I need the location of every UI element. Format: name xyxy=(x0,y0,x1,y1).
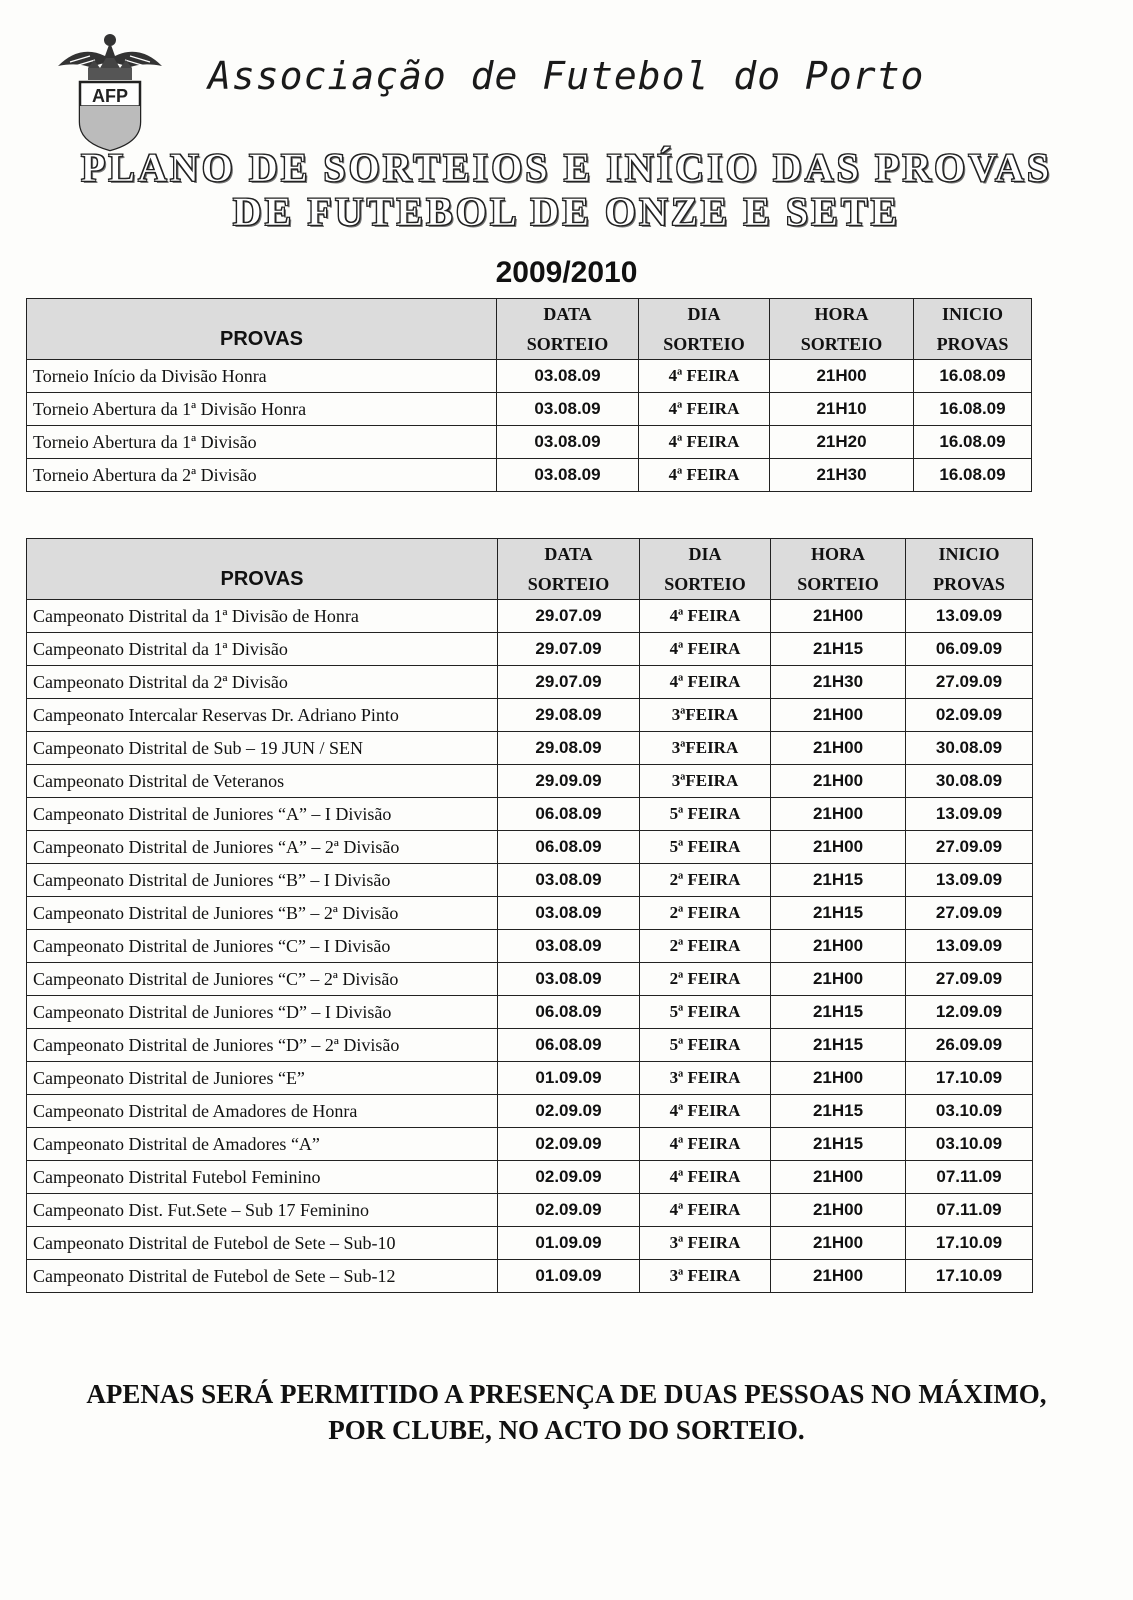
column-header-provas: PROVAS xyxy=(27,299,497,360)
inicio-provas: 13.09.09 xyxy=(906,864,1033,897)
header-row xyxy=(27,299,1032,330)
table-row xyxy=(27,963,1033,996)
table-row xyxy=(27,897,1033,930)
hora-sorteio: 21H15 xyxy=(771,633,906,666)
inicio-provas: 16.08.09 xyxy=(914,426,1032,459)
dia-sorteio: 4ª FEIRA xyxy=(639,393,770,426)
column-header-dia-sub: SORTEIO xyxy=(640,569,771,600)
hora-sorteio: 21H15 xyxy=(771,996,906,1029)
hora-sorteio: 21H15 xyxy=(771,864,906,897)
data-sorteio: 01.09.09 xyxy=(498,1227,640,1260)
prova-name: Campeonato Distrital de Futebol de Sete – Sub-10 xyxy=(27,1227,498,1260)
hora-sorteio: 21H00 xyxy=(771,1227,906,1260)
prova-name: Campeonato Intercalar Reservas Dr. Adriano Pinto xyxy=(27,699,498,732)
table-row xyxy=(27,459,1032,492)
inicio-provas: 03.10.09 xyxy=(906,1095,1033,1128)
data-sorteio: 03.08.09 xyxy=(497,459,639,492)
notice-text xyxy=(0,1376,1133,1448)
data-sorteio: 29.09.09 xyxy=(498,765,640,798)
dia-sorteio: 3ªFEIRA xyxy=(640,699,771,732)
column-header-provas: PROVAS xyxy=(27,539,498,600)
inicio-provas: 27.09.09 xyxy=(906,897,1033,930)
prova-name: Campeonato Distrital de Amadores “A” xyxy=(27,1128,498,1161)
table-row xyxy=(27,600,1033,633)
dia-sorteio: 3ªFEIRA xyxy=(640,732,771,765)
data-sorteio: 01.09.09 xyxy=(498,1260,640,1293)
hora-sorteio: 21H10 xyxy=(770,393,914,426)
data-sorteio: 29.08.09 xyxy=(498,699,640,732)
organization-name: Associação de Futebol do Porto xyxy=(208,54,925,98)
data-sorteio: 02.09.09 xyxy=(498,1194,640,1227)
column-header-data-sub: SORTEIO xyxy=(497,329,639,360)
data-sorteio: 03.08.09 xyxy=(498,930,640,963)
column-header-hora: HORA xyxy=(771,539,906,570)
hora-sorteio: 21H00 xyxy=(771,1161,906,1194)
prova-name: Campeonato Distrital de Juniores “C” – 2ª Divisão xyxy=(27,963,498,996)
prova-name: Campeonato Distrital da 2ª Divisão xyxy=(27,666,498,699)
inicio-provas: 27.09.09 xyxy=(906,831,1033,864)
title-line-2: DE FUTEBOL DE ONZE E SETE xyxy=(232,189,901,234)
table-row xyxy=(27,1227,1033,1260)
inicio-provas: 17.10.09 xyxy=(906,1062,1033,1095)
dia-sorteio: 2ª FEIRA xyxy=(640,963,771,996)
dia-sorteio: 5ª FEIRA xyxy=(640,1029,771,1062)
inicio-provas: 30.08.09 xyxy=(906,765,1033,798)
data-sorteio: 29.07.09 xyxy=(498,666,640,699)
hora-sorteio: 21H30 xyxy=(770,459,914,492)
logo-text: AFP xyxy=(92,86,128,106)
table-row xyxy=(27,699,1033,732)
hora-sorteio: 21H15 xyxy=(771,897,906,930)
column-header-inicio-sub: PROVAS xyxy=(914,329,1032,360)
prova-name: Campeonato Distrital de Veteranos xyxy=(27,765,498,798)
column-header-inicio-sub: PROVAS xyxy=(906,569,1033,600)
table-row xyxy=(27,1128,1033,1161)
data-sorteio: 29.07.09 xyxy=(498,633,640,666)
table-row xyxy=(27,798,1033,831)
document-title xyxy=(0,146,1133,234)
dia-sorteio: 4ª FEIRA xyxy=(640,600,771,633)
data-sorteio: 06.08.09 xyxy=(498,831,640,864)
inicio-provas: 13.09.09 xyxy=(906,930,1033,963)
hora-sorteio: 21H00 xyxy=(770,360,914,393)
prova-name: Campeonato Distrital da 1ª Divisão de Honra xyxy=(27,600,498,633)
column-header-hora-sub: SORTEIO xyxy=(770,329,914,360)
table-row xyxy=(27,1062,1033,1095)
header-row xyxy=(27,539,1033,570)
prova-name: Torneio Início da Divisão Honra xyxy=(27,360,497,393)
hora-sorteio: 21H15 xyxy=(771,1128,906,1161)
column-header-data: DATA xyxy=(498,539,640,570)
notice-line-1: APENAS SERÁ PERMITIDO A PRESENÇA DE DUAS PESSOAS NO MÁXIMO, xyxy=(86,1379,1047,1409)
data-sorteio: 02.09.09 xyxy=(498,1095,640,1128)
data-sorteio: 29.07.09 xyxy=(498,600,640,633)
table-row xyxy=(27,864,1033,897)
table-row xyxy=(27,426,1032,459)
data-sorteio: 02.09.09 xyxy=(498,1161,640,1194)
prova-name: Campeonato Distrital de Juniores “A” – I Divisão xyxy=(27,798,498,831)
hora-sorteio: 21H00 xyxy=(771,765,906,798)
hora-sorteio: 21H00 xyxy=(771,699,906,732)
inicio-provas: 26.09.09 xyxy=(906,1029,1033,1062)
column-header-hora: HORA xyxy=(770,299,914,330)
dia-sorteio: 4ª FEIRA xyxy=(639,426,770,459)
dia-sorteio: 4ª FEIRA xyxy=(640,1095,771,1128)
inicio-provas: 17.10.09 xyxy=(906,1227,1033,1260)
hora-sorteio: 21H15 xyxy=(771,1095,906,1128)
inicio-provas: 07.11.09 xyxy=(906,1194,1033,1227)
column-header-inicio: INICIO xyxy=(906,539,1033,570)
column-header-data: DATA xyxy=(497,299,639,330)
data-sorteio: 03.08.09 xyxy=(498,897,640,930)
hora-sorteio: 21H15 xyxy=(771,1029,906,1062)
prova-name: Campeonato Dist. Fut.Sete – Sub 17 Feminino xyxy=(27,1194,498,1227)
column-header-inicio: INICIO xyxy=(914,299,1032,330)
dia-sorteio: 4ª FEIRA xyxy=(640,633,771,666)
table-row xyxy=(27,393,1032,426)
hora-sorteio: 21H00 xyxy=(771,600,906,633)
data-sorteio: 06.08.09 xyxy=(498,1029,640,1062)
table-row xyxy=(27,666,1033,699)
inicio-provas: 27.09.09 xyxy=(906,963,1033,996)
prova-name: Campeonato Distrital de Juniores “A” – 2ª Divisão xyxy=(27,831,498,864)
inicio-provas: 13.09.09 xyxy=(906,798,1033,831)
table-row xyxy=(27,633,1033,666)
dia-sorteio: 3ªFEIRA xyxy=(640,765,771,798)
hora-sorteio: 21H00 xyxy=(771,930,906,963)
table-row xyxy=(27,1029,1033,1062)
hora-sorteio: 21H00 xyxy=(771,963,906,996)
championship-schedule-table xyxy=(26,538,1033,1293)
dia-sorteio: 5ª FEIRA xyxy=(640,831,771,864)
hora-sorteio: 21H00 xyxy=(771,732,906,765)
inicio-provas: 13.09.09 xyxy=(906,600,1033,633)
prova-name: Campeonato Distrital de Juniores “B” – 2ª Divisão xyxy=(27,897,498,930)
column-header-dia: DIA xyxy=(639,299,770,330)
dia-sorteio: 5ª FEIRA xyxy=(640,996,771,1029)
prova-name: Campeonato Distrital de Juniores “C” – I Divisão xyxy=(27,930,498,963)
dia-sorteio: 4ª FEIRA xyxy=(640,1161,771,1194)
data-sorteio: 03.08.09 xyxy=(497,393,639,426)
tournament-schedule-table xyxy=(26,298,1032,492)
afp-crest-logo xyxy=(50,22,170,152)
data-sorteio: 03.08.09 xyxy=(497,426,639,459)
prova-name: Campeonato Distrital de Juniores “D” – I Divisão xyxy=(27,996,498,1029)
inicio-provas: 07.11.09 xyxy=(906,1161,1033,1194)
table-row xyxy=(27,831,1033,864)
table-row xyxy=(27,1260,1033,1293)
hora-sorteio: 21H00 xyxy=(771,798,906,831)
hora-sorteio: 21H00 xyxy=(771,831,906,864)
data-sorteio: 06.08.09 xyxy=(498,798,640,831)
title-line-1: PLANO DE SORTEIOS E INÍCIO DAS PROVAS xyxy=(80,145,1053,190)
prova-name: Campeonato Distrital de Juniores “E” xyxy=(27,1062,498,1095)
data-sorteio: 03.08.09 xyxy=(498,963,640,996)
column-header-dia: DIA xyxy=(640,539,771,570)
inicio-provas: 03.10.09 xyxy=(906,1128,1033,1161)
table-row xyxy=(27,1161,1033,1194)
dia-sorteio: 5ª FEIRA xyxy=(640,798,771,831)
column-header-dia-sub: SORTEIO xyxy=(639,329,770,360)
data-sorteio: 01.09.09 xyxy=(498,1062,640,1095)
data-sorteio: 06.08.09 xyxy=(498,996,640,1029)
dia-sorteio: 3ª FEIRA xyxy=(640,1227,771,1260)
prova-name: Campeonato Distrital de Juniores “B” – I Divisão xyxy=(27,864,498,897)
prova-name: Campeonato Distrital de Juniores “D” – 2ª Divisão xyxy=(27,1029,498,1062)
dia-sorteio: 2ª FEIRA xyxy=(640,864,771,897)
table-row xyxy=(27,765,1033,798)
inicio-provas: 27.09.09 xyxy=(906,666,1033,699)
data-sorteio: 03.08.09 xyxy=(497,360,639,393)
table-row xyxy=(27,732,1033,765)
column-header-data-sub: SORTEIO xyxy=(498,569,640,600)
hora-sorteio: 21H20 xyxy=(770,426,914,459)
dia-sorteio: 4ª FEIRA xyxy=(640,666,771,699)
table-row xyxy=(27,1095,1033,1128)
inicio-provas: 12.09.09 xyxy=(906,996,1033,1029)
inicio-provas: 30.08.09 xyxy=(906,732,1033,765)
page-header xyxy=(50,22,1090,152)
prova-name: Torneio Abertura da 2ª Divisão xyxy=(27,459,497,492)
dia-sorteio: 3ª FEIRA xyxy=(640,1260,771,1293)
table-row xyxy=(27,996,1033,1029)
inicio-provas: 02.09.09 xyxy=(906,699,1033,732)
data-sorteio: 02.09.09 xyxy=(498,1128,640,1161)
prova-name: Campeonato Distrital da 1ª Divisão xyxy=(27,633,498,666)
hora-sorteio: 21H30 xyxy=(771,666,906,699)
table-row xyxy=(27,930,1033,963)
column-header-hora-sub: SORTEIO xyxy=(771,569,906,600)
data-sorteio: 03.08.09 xyxy=(498,864,640,897)
season-label: 2009/2010 xyxy=(495,256,638,289)
hora-sorteio: 21H00 xyxy=(771,1194,906,1227)
inicio-provas: 06.09.09 xyxy=(906,633,1033,666)
dia-sorteio: 4ª FEIRA xyxy=(640,1128,771,1161)
dia-sorteio: 3ª FEIRA xyxy=(640,1062,771,1095)
dia-sorteio: 4ª FEIRA xyxy=(639,360,770,393)
inicio-provas: 17.10.09 xyxy=(906,1260,1033,1293)
prova-name: Campeonato Distrital de Sub – 19 JUN / SEN xyxy=(27,732,498,765)
notice-line-2: POR CLUBE, NO ACTO DO SORTEIO. xyxy=(328,1415,805,1445)
dia-sorteio: 4ª FEIRA xyxy=(640,1194,771,1227)
table-row xyxy=(27,1194,1033,1227)
inicio-provas: 16.08.09 xyxy=(914,360,1032,393)
hora-sorteio: 21H00 xyxy=(771,1260,906,1293)
hora-sorteio: 21H00 xyxy=(771,1062,906,1095)
data-sorteio: 29.08.09 xyxy=(498,732,640,765)
dia-sorteio: 2ª FEIRA xyxy=(640,930,771,963)
prova-name: Campeonato Distrital de Amadores de Honra xyxy=(27,1095,498,1128)
table-row xyxy=(27,360,1032,393)
inicio-provas: 16.08.09 xyxy=(914,393,1032,426)
prova-name: Campeonato Distrital Futebol Feminino xyxy=(27,1161,498,1194)
prova-name: Campeonato Distrital de Futebol de Sete – Sub-12 xyxy=(27,1260,498,1293)
prova-name: Torneio Abertura da 1ª Divisão Honra xyxy=(27,393,497,426)
inicio-provas: 16.08.09 xyxy=(914,459,1032,492)
prova-name: Torneio Abertura da 1ª Divisão xyxy=(27,426,497,459)
dia-sorteio: 2ª FEIRA xyxy=(640,897,771,930)
dia-sorteio: 4ª FEIRA xyxy=(639,459,770,492)
